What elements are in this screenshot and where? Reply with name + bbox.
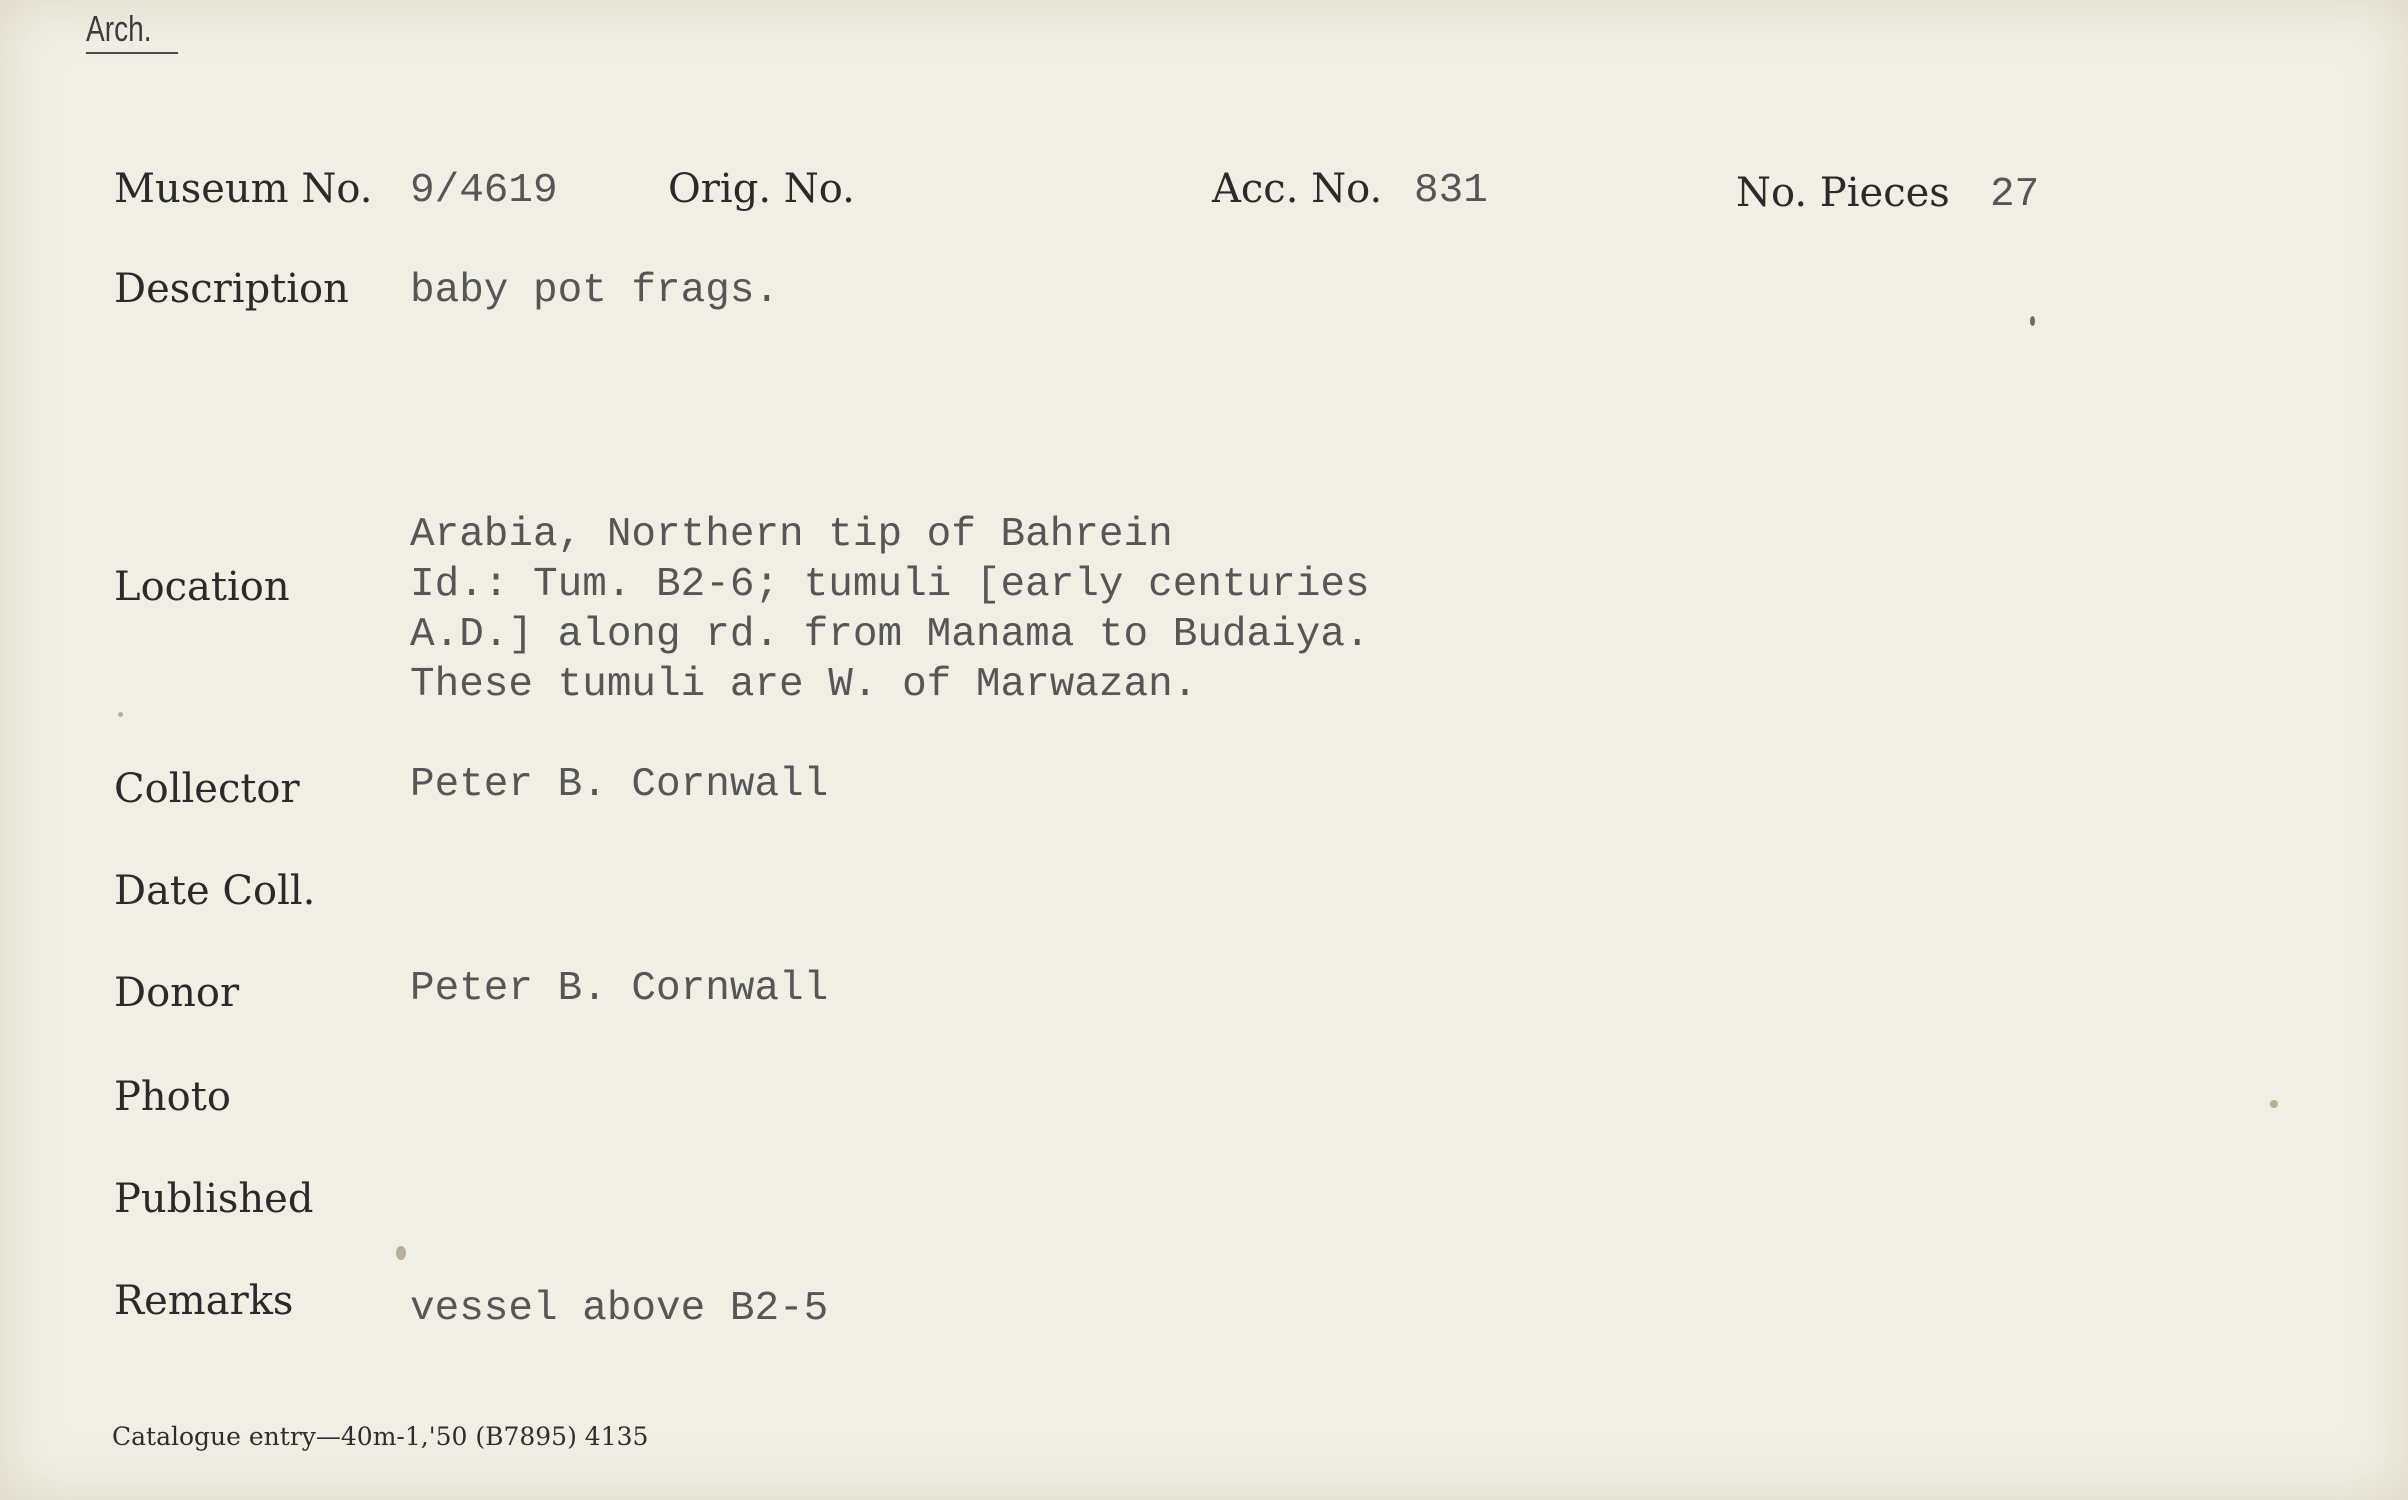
category-underline bbox=[86, 52, 178, 54]
museum-no-label: Museum No. bbox=[114, 166, 373, 212]
no-pieces-label: No. Pieces bbox=[1736, 170, 1950, 216]
description-label: Description bbox=[114, 266, 349, 312]
location-line-3: A.D.] along rd. from Manama to Budaiya. bbox=[410, 612, 1370, 658]
donor-label: Donor bbox=[114, 970, 240, 1016]
paper-speck bbox=[118, 712, 123, 717]
museum-no-value: 9/4619 bbox=[410, 168, 558, 214]
location-line-1: Arabia, Northern tip of Bahrein bbox=[410, 512, 1173, 558]
remarks-value: vessel above B2-5 bbox=[410, 1286, 829, 1332]
description-value: baby pot frags. bbox=[410, 268, 780, 314]
photo-label: Photo bbox=[114, 1074, 231, 1120]
collector-label: Collector bbox=[114, 766, 300, 812]
acc-no-value: 831 bbox=[1414, 168, 1488, 214]
no-pieces-value: 27 bbox=[1990, 172, 2040, 218]
remarks-label: Remarks bbox=[114, 1278, 294, 1324]
category-handwritten: Arch. bbox=[86, 8, 152, 49]
orig-no-label: Orig. No. bbox=[668, 166, 855, 212]
paper-speck bbox=[396, 1246, 406, 1260]
date-coll-label: Date Coll. bbox=[114, 868, 316, 914]
location-label: Location bbox=[114, 564, 290, 610]
donor-value: Peter B. Cornwall bbox=[410, 966, 829, 1012]
location-line-2: Id.: Tum. B2-6; tumuli [early centuries bbox=[410, 562, 1370, 608]
location-line-4: These tumuli are W. of Marwazan. bbox=[410, 662, 1198, 708]
acc-no-label: Acc. No. bbox=[1212, 166, 1383, 212]
collector-value: Peter B. Cornwall bbox=[410, 762, 829, 808]
location-value bbox=[410, 510, 1370, 710]
paper-speck bbox=[2030, 316, 2035, 326]
paper-speck bbox=[2270, 1100, 2278, 1108]
catalogue-print-line: Catalogue entry—40m-1,'50 (B7895) 4135 bbox=[112, 1422, 649, 1451]
published-label: Published bbox=[114, 1176, 314, 1222]
